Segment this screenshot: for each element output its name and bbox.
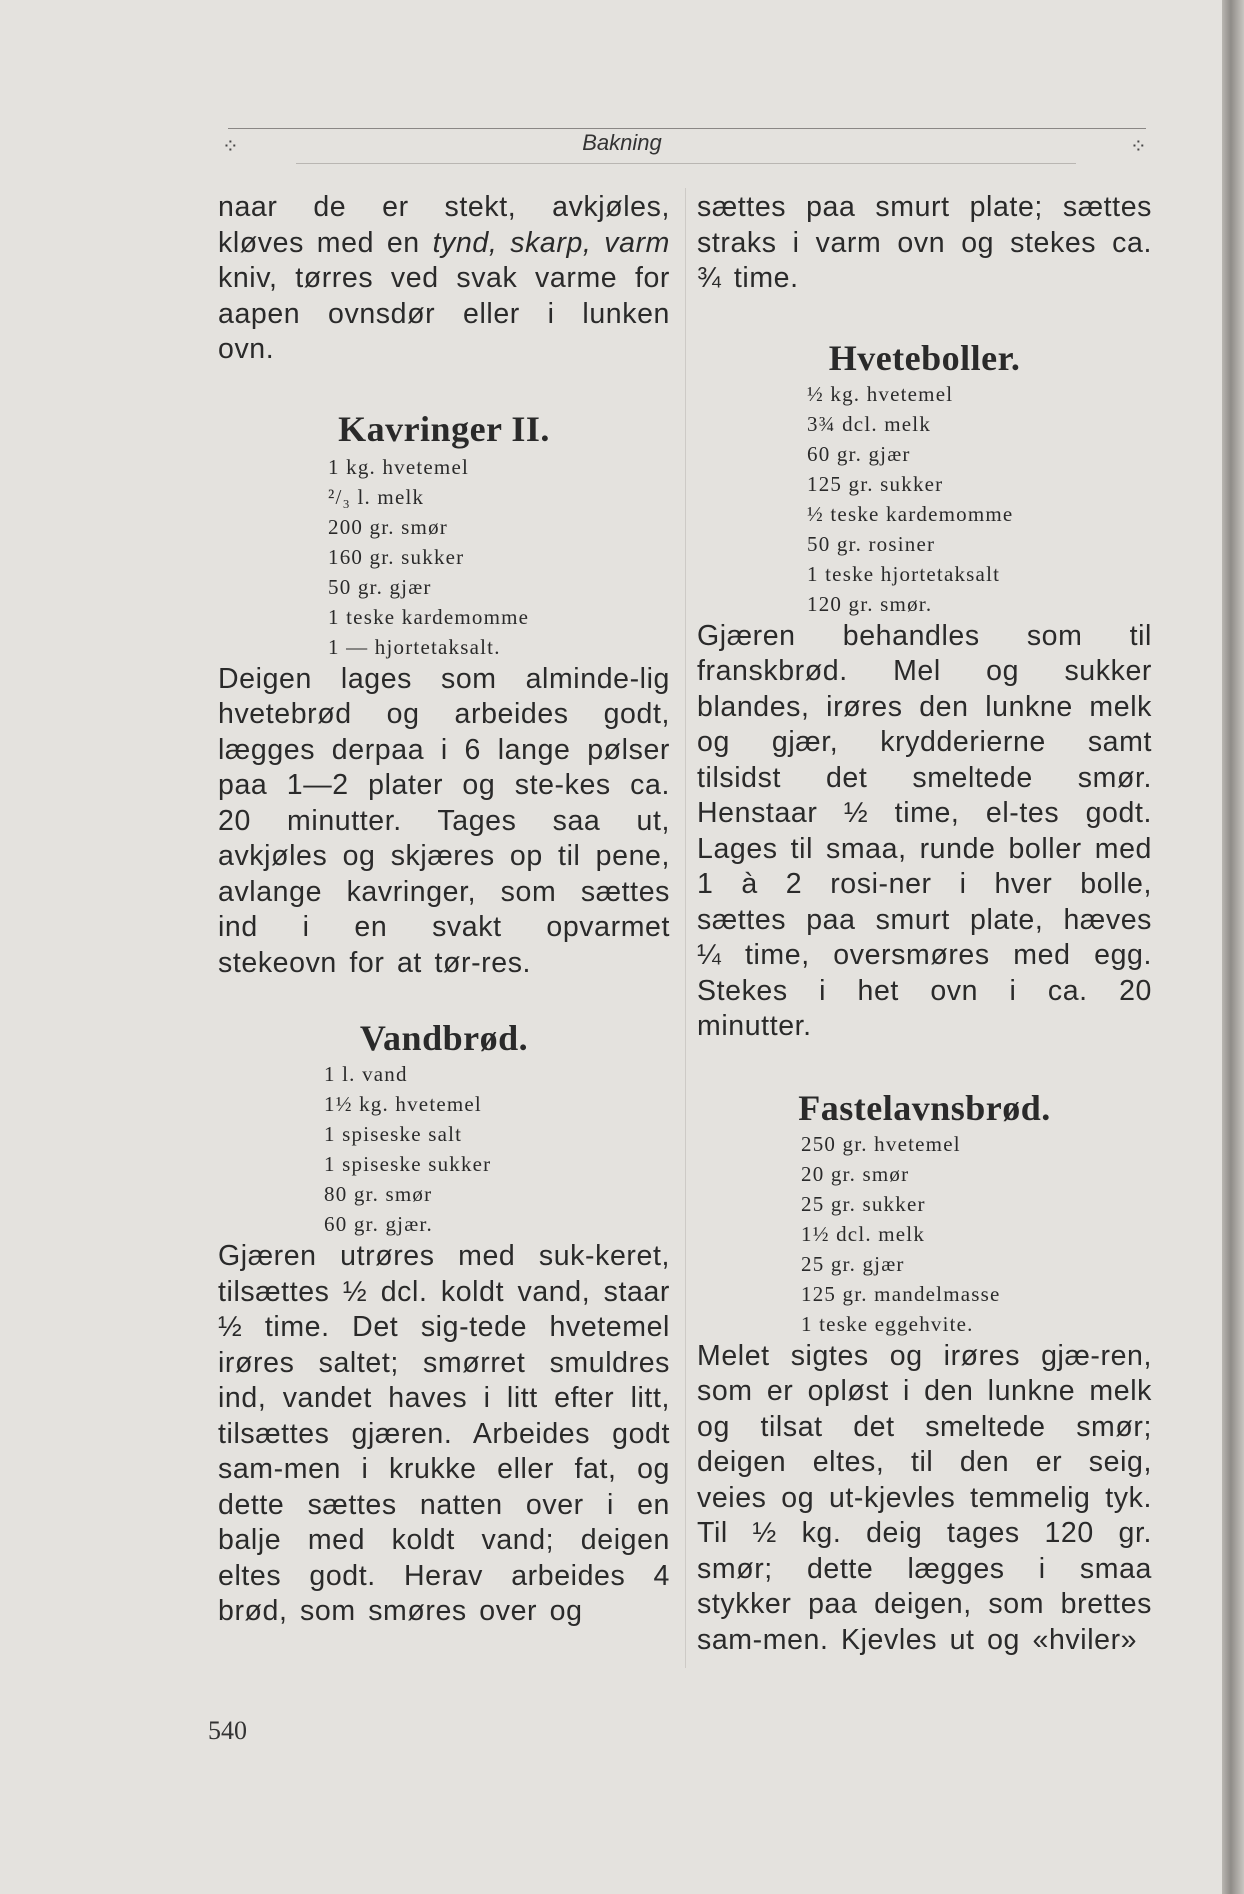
right-column — [697, 190, 1152, 1658]
recipe-method-hveteboller: Gjæren behandles som til franskbrød. Mel og sukker blandes, irøres den lunkne melk og gjær, krydderierne samt tilsidst det smeltede smør. Henstaar ½ time, el-tes godt. Lages til smaa, runde boller med 1 à 2 rosi-ner i hver bolle, sættes paa smurt plate, hæves ¼ time, oversmøres med egg. Stekes i het ovn i ca. 20 minutter. — [697, 619, 1152, 1042]
ingredient-item: 200 gr. smør — [328, 514, 448, 539]
ingredient-item: 125 gr. sukker — [807, 471, 944, 496]
ingredient-item: 1 kg. hvetemel — [328, 454, 470, 479]
recipe-method-kavringer: Deigen lages som alminde-lig hvetebrød og arbeides godt, lægges derpaa i 6 lange pølser paa 1—2 plater og ste-kes ca. 20 minutter. Tages saa ut, avkjøles og skjæres op til pene, avlange kavringer, som sættes ind i en svakt opvarmet stekeovn for at tør-res. — [218, 662, 670, 979]
ingredient-item: 1½ kg. hvetemel — [324, 1092, 482, 1116]
ingredient-list-fastelavnsbrod — [801, 1129, 1152, 1339]
recipe-title-fastelavnsbrod: Fastelavnsbrød. — [798, 1087, 1051, 1128]
recipe-title-kavringer: Kavringer II. — [338, 408, 550, 449]
header-subrule — [296, 163, 1076, 164]
recipe-method-vandbrod: Gjæren utrøres med suk-keret, tilsættes ½ dcl. koldt vand, staar ½ time. Det sig-tede hvetemel irøres saltet; smørret smuldres ind, vandet haves i litt efter litt, tilsættes gjæren. Arbeides godt sam-men i krukke eller fat, og dette sættes natten over i en balje med koldt vand; deigen eltes godt. Herav arbeides 4 brød, som smøres over og — [218, 1240, 670, 1627]
ingredient-item: 120 gr. smør. — [807, 591, 933, 616]
header-ornament-left-icon: ⁘ — [222, 134, 239, 158]
ingredient-item: ²/₃ l. melk — [328, 484, 425, 509]
left-column — [218, 190, 670, 1630]
ingredient-item: 1 l. vand — [324, 1062, 408, 1086]
recipe-title-vandbrod: Vandbrød. — [359, 1018, 529, 1058]
intro-segment-italic: tynd, skarp, varm — [432, 226, 671, 259]
ingredient-item: 50 gr. gjær — [328, 574, 432, 599]
ingredient-item: 1 spiseske salt — [324, 1122, 463, 1146]
header-rule — [228, 128, 1146, 129]
ingredient-item: 50 gr. rosiner — [807, 531, 936, 556]
ingredient-item: 25 gr. gjær — [801, 1251, 905, 1276]
running-header: Bakning — [582, 130, 662, 155]
ingredient-list-hveteboller — [807, 379, 1152, 619]
ingredient-item: 1½ dcl. melk — [801, 1221, 926, 1246]
page-number: 540 — [208, 1716, 247, 1745]
ingredient-item: 3¾ dcl. melk — [807, 411, 932, 436]
ingredient-item: 1 teske hjortetaksalt — [807, 561, 1001, 586]
ingredient-item: ½ kg. hvetemel — [807, 381, 954, 406]
ingredient-item: 1 teske kardemomme — [328, 604, 530, 629]
ingredient-list-kavringer — [328, 452, 670, 662]
intro-segment: naar de er stekt, avkjøles, kløves med en — [218, 191, 670, 259]
ingredient-item: 60 gr. gjær — [807, 441, 911, 466]
ingredient-item: 60 gr. gjær. — [324, 1212, 433, 1236]
ingredient-list-vandbrod — [324, 1059, 670, 1239]
book-page-edge — [1222, 0, 1244, 1894]
ingredient-item: 1 teske eggehvite. — [801, 1311, 974, 1336]
vandbrod-continuation-text: sættes paa smurt plate; sættes straks i varm ovn og stekes ca. ¾ time. — [697, 191, 1152, 294]
ingredient-item: 20 gr. smør — [801, 1161, 910, 1186]
ingredient-item: 250 gr. hvetemel — [801, 1131, 961, 1156]
kavringer-intro-text — [218, 190, 670, 368]
ingredient-item: 160 gr. sukker — [328, 544, 465, 569]
header-ornament-right-icon: ⁘ — [1130, 134, 1147, 158]
recipe-title-hveteboller: Hveteboller. — [828, 337, 1021, 378]
ingredient-item: 25 gr. sukker — [801, 1191, 926, 1216]
ingredient-item: 125 gr. mandelmasse — [801, 1281, 1001, 1306]
intro-segment: kniv, tørres ved svak varme for aapen ovnsdør eller i lunken ovn. — [218, 262, 670, 365]
column-divider — [685, 188, 686, 1668]
ingredient-item: 80 gr. smør — [324, 1182, 433, 1206]
ingredient-item: 1 — hjortetaksalt. — [328, 634, 501, 659]
ingredient-item: ½ teske kardemomme — [807, 501, 1014, 526]
ingredient-item: 1 spiseske sukker — [324, 1152, 492, 1176]
recipe-method-fastelavnsbrod: Melet sigtes og irøres gjæ-ren, som er opløst i den lunkne melk og tilsat det smeltede smør; deigen eltes, til den er seig, veies og ut-kjevles temmelig tyk. Til ½ kg. deig tages 120 gr. smør; dette lægges i smaa stykker paa deigen, som brettes sam-men. Kjevles ut og «hviler» — [697, 1339, 1152, 1656]
